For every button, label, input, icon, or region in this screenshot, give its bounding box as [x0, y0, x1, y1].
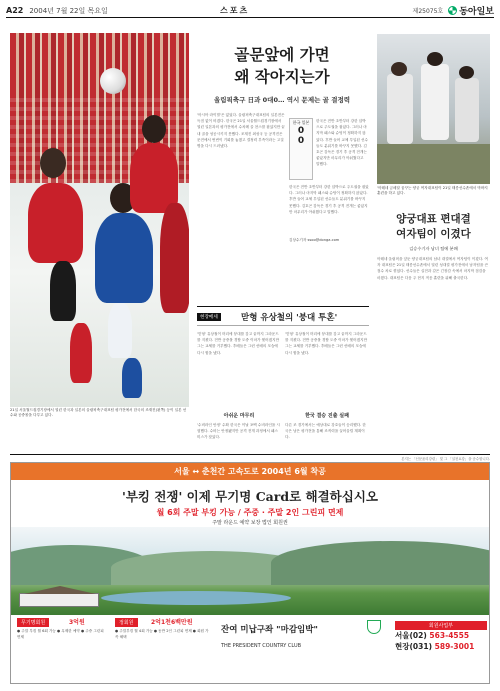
golf-course-image [11, 527, 489, 615]
ad-small-text: 주말 라운드 예약 보장 법인 회원권 [212, 520, 288, 526]
sub-story-title: 한국 결승 진출 실패 [305, 413, 349, 419]
price-value: 3억원 [69, 619, 85, 626]
soccer-photo [10, 33, 189, 407]
price-label: 정회원 [115, 618, 138, 627]
main-subheadline: 올림픽축구 日과 0대0… 역시 문제는 골 결정력 [213, 96, 351, 104]
right-subheadline: 김승수기자 남녀 팀에 분패 [409, 246, 458, 251]
benefit-list: ● 주말부킹 월 4회 가능 ● 동반 2인 그린피 면제 ● 회원 가족 혜택 [115, 629, 209, 639]
price-label: 무기명회원 [17, 618, 49, 627]
phone-line: 현장(031) 589-3001 [395, 642, 475, 651]
golf-advertisement [10, 462, 490, 684]
score-label: 한국 일본 [292, 120, 310, 125]
reporter-byline: 김상수기자 ssoo@donga.com [289, 238, 340, 242]
column-title: 맏형 유상철의 '붕대 투혼' [241, 313, 338, 323]
archery-photo [377, 34, 490, 184]
benefit-list: ● 주말 부킹 월 6회 가능 ● 무제한 예약 ● 주중 그린피 면제 [17, 629, 104, 639]
main-headline: 골문앞에 가면 왜 작아지는가 [234, 45, 330, 86]
scoreboard [289, 118, 313, 180]
column-body: '맏형' 유상철이 머리에 붕대를 감고 끝까지 그라운드를 지켰다. 전반 공중볼 경합 도중 이마가 찢어졌지만 그는 교체를 거부했다. 후배들은 그런 선배의 모습에 다시 힘을 냈다. [285, 332, 368, 355]
ad-banner: 서울 ↔ 춘천간 고속도로 2004년 6월 착공 [11, 463, 489, 480]
issue-number: 제25075호 [412, 8, 444, 15]
ad-contact [395, 621, 487, 652]
section-title: 스포츠 [220, 6, 250, 15]
price-value: 2억1천6백만원 [151, 619, 193, 626]
page-header [6, 4, 494, 18]
paper-logo [448, 4, 494, 17]
page-number: A22 [6, 6, 24, 15]
clubhouse-icon [19, 593, 99, 607]
article-body: 한국은 전반 초반부터 강한 압박으로 주도권을 잡았다. 그러나 마지막 패스와 슈팅이 정확하지 않았다. 후반 들어 교체 투입된 선수들도 분위기를 바꾸지 못했다. 김호곤 감독은 경기 후 공격 전개는 좋았지만 마무리가 아쉬웠다고 말했다. [316, 119, 368, 167]
score-home: 0 [297, 126, 305, 136]
right-article-body: 아테네 올림픽을 앞둔 양궁대표팀의 남녀 대결에서 여자팀이 이겼다. 여자 대표팀은 21일 태릉선수촌에서 열린 성대결 평가전에서 남자팀을 큰 점수 차로 꺾었다. 선수들은 실전과 같은 긴장감 속에서 마지막 점검을 마쳤다. 대표팀은 다음 주 현지 적응 훈련을 위해 출국한다. [377, 257, 488, 280]
column-body: '맏형' 유상철이 머리에 붕대를 감고 끝까지 그라운드를 지켰다. 전반 공중볼 경합 도중 이마가 찢어졌지만 그는 교체를 거부했다. 후배들은 그런 선배의 모습에 다시 힘을 냈다. [197, 332, 280, 355]
column-box [197, 306, 369, 406]
ad-logo-text: THE PRESIDENT COUNTRY CLUB [221, 643, 302, 649]
phone-line: 서울(02) 563-4555 [395, 631, 470, 640]
crest-icon [367, 620, 381, 634]
photo-caption: 21일 서울월드컵경기장에서 열린 한국과 일본의 올림픽축구대표팀 평가전에서 한국의 조재진(왼쪽) 등이 일본 선수와 공중볼을 다투고 있다. [10, 408, 187, 417]
logo-icon [448, 6, 457, 15]
contact-header: 회원사업부 [395, 621, 487, 630]
issue-date: 2004년 7월 22일 목요일 [29, 6, 108, 15]
footnote: 본지는 「신문윤리강령」 및 그 「실천요강」을 준수합니다. [10, 454, 490, 461]
club-crest [359, 620, 389, 656]
photo-caption: '아테네 금메달 꿈꾸는 양궁 여자대표팀이 21일 태릉선수촌에서 막바지 훈련을 하고 있다. [377, 186, 488, 195]
article-body: '아시아 라이벌'은 없었다. 올림픽축구대표팀의 일본전은 득점 없이 비겼다. 한국은 21일 서울월드컵경기장에서 열린 일본과의 평가전에서 수차례 골 찬스를 잡았지만 끝내 골을 성공시키지 못했다. 조재진 최성국 등 공격진은 문전에서 번번이 기회를 놓쳤고 결정력 부족이라는 고질병을 다시 드러냈다. [197, 113, 285, 149]
article-body: 한국은 전반 초반부터 강한 압박으로 주도권을 잡았다. 그러나 마지막 패스와 슈팅이 정확하지 않았다. 후반 들어 교체 투입된 선수들도 분위기를 바꾸지 못했다. 김호곤 감독은 경기 후 공격 전개는 좋았지만 마무리가 아쉬웠다고 말했다. [289, 185, 369, 214]
masthead [413, 4, 494, 17]
paper-name: 동아일보 [459, 7, 494, 17]
right-headline: 양궁대표 편대결 여자팀이 이겼다 [396, 213, 471, 240]
sub-story-title: 아쉬운 마무리 [223, 413, 255, 419]
ad-headline: '부킹 전쟁' 이제 무기명 Card로 해결하십시오 [122, 489, 378, 504]
column-label: 현장메세 [197, 313, 221, 321]
ad-subline: 월 6회 주말 부킹 가능 / 주중 · 주말 2인 그린피 면제 [156, 508, 344, 517]
ball-icon [100, 68, 126, 94]
ad-slogan: 잔여 미납구좌 "마감임박" [221, 625, 318, 635]
score-away: 0 [297, 136, 305, 146]
sub-story-body: 다른 조 경기에서는 예상대로 강호들이 승리했다. 한국은 남은 평가전을 통해 조직력을 끌어올릴 계획이다. [285, 423, 366, 440]
sub-story-body: '수비라인 안정' 수확 한국은 이날 포백 수비라인을 시험했다. 수비는 안정됐지만 공격 전개 과정에서 패스 미스가 잦았다. [197, 423, 280, 440]
